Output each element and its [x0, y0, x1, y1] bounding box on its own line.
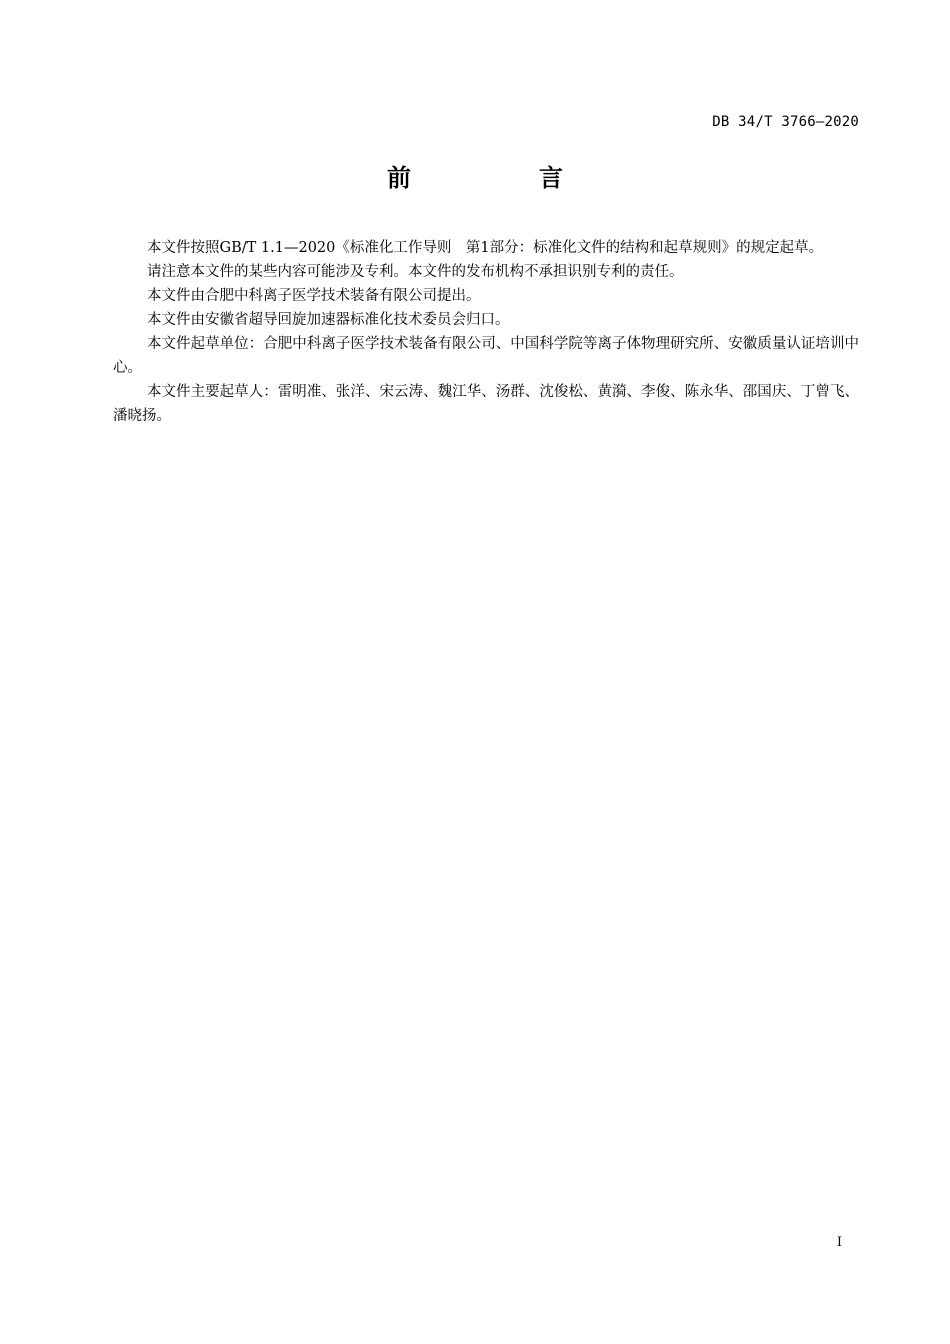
paragraph-main-drafters: 本文件主要起草人：雷明准、张洋、宋云涛、魏江华、汤群、沈俊松、黄漪、李俊、陈永华、邵国庆、丁曾飞、潘晓扬。	[113, 384, 859, 424]
paragraph-centralized-unit: 本文件由安徽省超导回旋加速器标准化技术委员会归口。	[147, 312, 510, 328]
paragraph-standard-basis: 本文件按照GB/T 1.1—2020《标准化工作导则 第1部分：标准化文件的结构和起草规则》的规定起草。	[147, 240, 824, 256]
paragraph-patent-notice: 请注意本文件的某些内容可能涉及专利。本文件的发布机构不承担识别专利的责任。	[147, 264, 684, 280]
page-title: 前 言	[387, 164, 615, 192]
paragraph-drafting-units: 本文件起草单位：合肥中科离子医学技术装备有限公司、中国科学院等离子体物理研究所、安徽质量认证培训中心。	[113, 336, 859, 376]
paragraph-proposer: 本文件由合肥中科离子医学技术装备有限公司提出。	[147, 288, 481, 304]
page-number: I	[836, 1235, 842, 1250]
foreword-body	[113, 236, 859, 428]
document-code: DB 34/T 3766—2020	[712, 114, 859, 130]
